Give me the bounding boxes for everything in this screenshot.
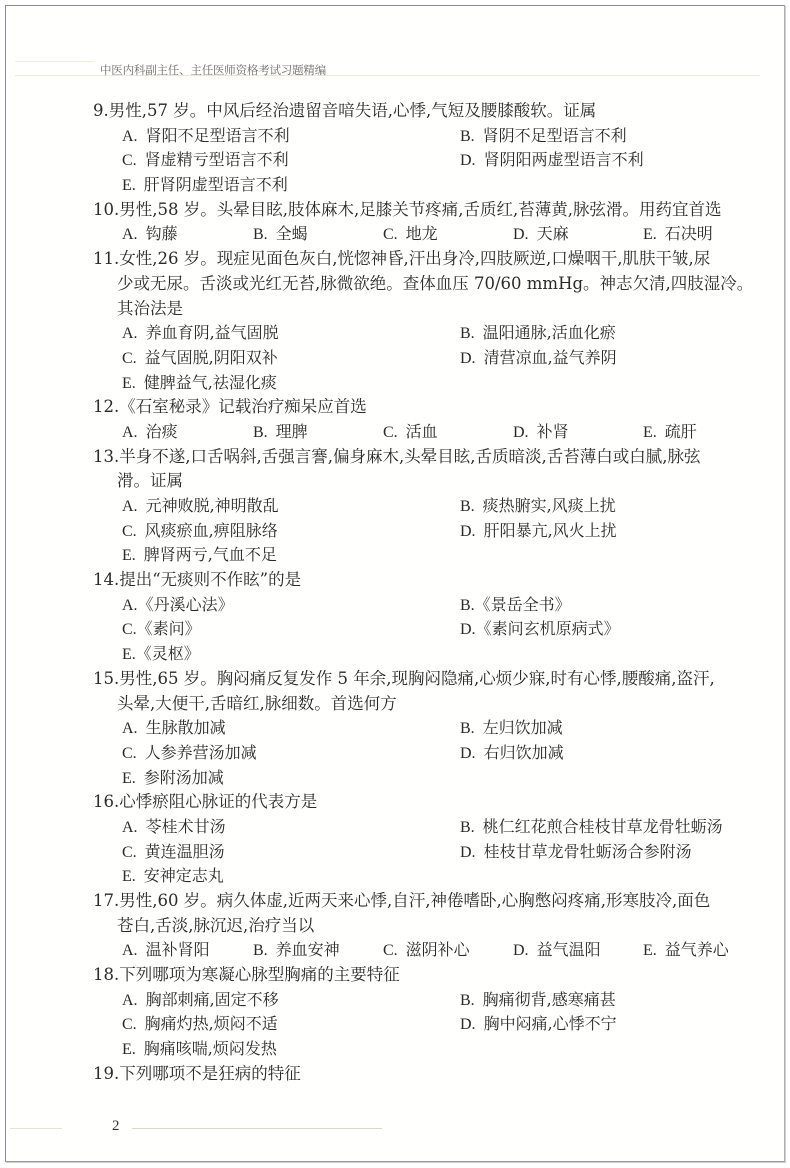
option-letter: A. xyxy=(122,127,138,145)
answer-option[interactable] xyxy=(122,642,200,668)
question-item xyxy=(93,667,783,790)
question-text: 男性,58 岁。头晕目眩,肢体麻木,足膝关节疼痛,舌质红,苔薄黄,脉弦滑。用药宜首选 xyxy=(119,199,722,219)
question-item xyxy=(93,395,783,444)
question-text: 滑。证属 xyxy=(117,471,183,491)
option-letter: E. xyxy=(122,646,136,664)
option-text: 温补肾阳 xyxy=(145,940,210,960)
answer-option[interactable] xyxy=(460,519,617,545)
question-stem-continued xyxy=(93,469,783,494)
question-text: 少或无尿。舌淡或光红无苔,脉微欲绝。查体血压 70/60 mmHg。神志欠清,四肢湿冷。 xyxy=(117,273,754,293)
answer-option[interactable] xyxy=(122,617,201,643)
question-text: 男性,57 岁。中风后经治遗留音喑失语,心悸,气短及腰膝酸软。证属 xyxy=(108,101,597,120)
option-row xyxy=(93,519,783,544)
answer-option[interactable] xyxy=(122,741,257,767)
question-number: 15. xyxy=(93,668,120,688)
option-row xyxy=(93,593,783,618)
option-text: 理脾 xyxy=(275,421,308,441)
option-text: 养血育阴,益气固脱 xyxy=(145,323,279,343)
option-text: 疏肝 xyxy=(664,421,697,441)
option-row xyxy=(93,766,783,791)
question-text: 提出“无痰则不作眩”的是 xyxy=(119,570,302,590)
option-text: 补肾 xyxy=(536,421,569,441)
answer-option[interactable] xyxy=(253,222,308,248)
answer-option[interactable] xyxy=(643,222,713,248)
answer-option[interactable] xyxy=(122,222,178,248)
question-stem xyxy=(93,568,783,593)
option-letter: B. xyxy=(460,127,475,145)
answer-option[interactable] xyxy=(253,420,308,446)
question-stem-continued xyxy=(93,297,783,322)
answer-option[interactable] xyxy=(460,617,620,643)
answer-option[interactable] xyxy=(122,148,289,174)
option-letter: C. xyxy=(122,1016,137,1034)
question-item xyxy=(93,247,783,395)
option-text: 肾阳不足型语言不利 xyxy=(145,125,290,145)
answer-option[interactable] xyxy=(122,420,178,446)
question-stem xyxy=(93,247,783,272)
option-text: 治痰 xyxy=(145,421,178,441)
option-text: 胸部刺痛,固定不移 xyxy=(145,989,279,1009)
option-text: 参附汤加减 xyxy=(143,767,224,787)
option-text: 脾肾两亏,气血不足 xyxy=(143,545,277,565)
option-text: 石决明 xyxy=(664,224,713,244)
answer-option[interactable] xyxy=(122,543,277,569)
answer-option[interactable] xyxy=(122,766,224,792)
option-letter: C. xyxy=(122,621,137,639)
option-letter: D. xyxy=(513,423,529,441)
option-row xyxy=(93,494,783,519)
answer-option[interactable] xyxy=(460,741,564,767)
option-row xyxy=(93,371,783,396)
question-stem xyxy=(93,667,783,692)
option-letter: D. xyxy=(460,744,476,762)
option-letter: B. xyxy=(253,942,268,960)
option-row xyxy=(93,617,783,642)
option-text: 益气温阳 xyxy=(536,940,601,960)
answer-option[interactable] xyxy=(513,222,569,248)
option-letter: B. xyxy=(460,720,475,738)
question-list xyxy=(93,99,783,1087)
option-row xyxy=(93,124,783,149)
answer-option[interactable] xyxy=(122,988,279,1014)
answer-option[interactable] xyxy=(460,148,644,174)
answer-option[interactable] xyxy=(513,938,601,964)
option-text: 元神败脱,神明散乱 xyxy=(145,496,279,515)
option-text: 生脉散加减 xyxy=(145,718,226,738)
option-letter: B. xyxy=(460,498,475,515)
option-text: 桃仁红花煎合桂枝甘草龙骨牡蛎汤 xyxy=(482,816,723,836)
option-text: 肾阴不足型语言不利 xyxy=(482,125,627,145)
question-text: 男性,60 岁。病久体虚,近两天来心悸,自汗,神倦嗜卧,心胸憋闷疼痛,形寒肢冷,面色 xyxy=(119,891,711,910)
option-letter: D. xyxy=(460,621,476,639)
answer-option[interactable] xyxy=(122,815,226,841)
answer-option[interactable] xyxy=(383,420,438,446)
option-text: 活血 xyxy=(405,421,438,441)
answer-option[interactable] xyxy=(513,420,569,446)
question-number: 16. xyxy=(93,792,120,812)
option-row xyxy=(93,840,783,865)
option-row xyxy=(93,864,783,889)
option-row xyxy=(93,173,783,198)
option-text: 人参养营汤加减 xyxy=(144,742,257,762)
answer-option[interactable] xyxy=(122,519,278,545)
answer-option[interactable] xyxy=(643,938,729,964)
option-text: 痰热腑实,风痰上扰 xyxy=(482,496,616,515)
question-item xyxy=(93,445,783,568)
option-letter: D. xyxy=(460,152,476,170)
option-text: 《景岳全书》 xyxy=(474,594,571,614)
option-letter: D. xyxy=(460,1016,476,1034)
option-letter: C. xyxy=(122,843,137,861)
option-text: 地龙 xyxy=(405,224,438,244)
option-letter: C. xyxy=(383,942,398,960)
question-item xyxy=(93,99,783,198)
option-row xyxy=(93,815,783,840)
option-letter: C. xyxy=(122,349,137,367)
answer-option[interactable] xyxy=(122,1012,278,1038)
footer-rule xyxy=(132,1128,382,1129)
option-letter: C. xyxy=(122,522,137,540)
option-text: 滋阴补心 xyxy=(405,940,470,960)
answer-option[interactable] xyxy=(122,173,288,199)
question-number: 11. xyxy=(93,249,120,269)
answer-option[interactable] xyxy=(122,938,210,964)
question-stem-continued xyxy=(93,914,783,939)
option-letter: D. xyxy=(513,942,529,960)
option-row xyxy=(93,346,783,371)
option-row xyxy=(93,938,783,963)
question-stem xyxy=(93,445,783,470)
option-text: 肾阴阳两虚型语言不利 xyxy=(483,150,644,170)
option-text: 钩藤 xyxy=(145,224,178,244)
header-rule-left xyxy=(15,61,93,62)
option-text: 养血安神 xyxy=(275,940,340,960)
question-text: 《石室秘录》记载治疗痴呆应首选 xyxy=(119,397,367,417)
question-number: 14. xyxy=(93,570,120,590)
option-letter: E. xyxy=(643,226,657,244)
option-text: 清营凉血,益气养阴 xyxy=(483,347,617,367)
option-letter: B. xyxy=(460,325,475,343)
option-letter: A. xyxy=(122,942,138,960)
option-letter: A. xyxy=(122,325,138,343)
option-text: 黄连温胆汤 xyxy=(144,841,225,861)
option-letter: B. xyxy=(460,991,475,1009)
answer-option[interactable] xyxy=(460,840,692,866)
answer-option[interactable] xyxy=(460,124,627,150)
option-letter: E. xyxy=(122,868,136,886)
option-text: 益气固脱,阴阳双补 xyxy=(144,347,278,367)
question-stem xyxy=(93,198,783,223)
answer-option[interactable] xyxy=(122,494,279,520)
option-letter: B. xyxy=(460,818,475,836)
question-stem xyxy=(93,963,783,988)
question-stem xyxy=(93,790,783,815)
option-row xyxy=(93,741,783,766)
question-number: 17. xyxy=(93,891,120,910)
option-letter: A. xyxy=(122,423,138,441)
option-text: 肝阳暴亢,风火上扰 xyxy=(483,520,617,540)
answer-option[interactable] xyxy=(460,346,617,372)
answer-option[interactable] xyxy=(460,321,616,347)
running-title: 中医内科副主任、主任医师资格考试习题精编 xyxy=(100,63,326,77)
option-letter: D. xyxy=(460,349,476,367)
question-item xyxy=(93,198,783,247)
option-row xyxy=(93,1012,783,1037)
answer-option[interactable] xyxy=(253,938,340,964)
option-text: 左归饮加减 xyxy=(482,718,563,738)
answer-option[interactable] xyxy=(122,371,277,397)
option-text: 益气养心 xyxy=(664,940,729,960)
answer-option[interactable] xyxy=(122,716,226,742)
question-text: 男性,65 岁。胸闷痛反复发作 5 年余,现胸闷隐痛,心烦少寐,时有心悸,腰酸痛,盗汗, xyxy=(119,668,715,688)
question-number: 18. xyxy=(93,965,120,985)
option-letter: E. xyxy=(122,374,136,392)
question-number: 12. xyxy=(93,397,120,417)
option-text: 胸中闷痛,心悸不宁 xyxy=(483,1014,617,1034)
option-text: 天麻 xyxy=(536,224,569,244)
option-text: 《素问玄机原病式》 xyxy=(475,619,620,639)
answer-option[interactable] xyxy=(460,1012,617,1038)
option-row xyxy=(93,420,783,445)
question-text: 半身不遂,口舌㖞斜,舌强言謇,偏身麻木,头晕目眩,舌质暗淡,舌苔薄白或白腻,脉弦 xyxy=(119,446,701,466)
option-text: 健脾益气,祛湿化痰 xyxy=(143,372,277,392)
option-letter: A. xyxy=(122,498,138,515)
question-number: 13. xyxy=(93,446,120,466)
option-text: 桂枝甘草龙骨牡蛎汤合参附汤 xyxy=(483,841,692,861)
answer-option[interactable] xyxy=(122,864,224,890)
option-text: 安神定志丸 xyxy=(143,866,224,886)
question-item xyxy=(93,889,783,963)
option-letter: C. xyxy=(383,423,398,441)
option-letter: D. xyxy=(460,522,476,540)
answer-option[interactable] xyxy=(460,716,563,742)
answer-option[interactable] xyxy=(122,321,279,347)
option-text: 肾虚精亏型语言不利 xyxy=(144,150,289,170)
option-text: 全蝎 xyxy=(275,224,308,244)
option-letter: B. xyxy=(460,596,475,614)
question-stem xyxy=(93,99,783,124)
option-letter: C. xyxy=(122,152,137,170)
option-letter: A. xyxy=(122,991,138,1009)
question-number: 9. xyxy=(93,101,109,120)
option-letter: C. xyxy=(383,226,398,244)
page-number: 2 xyxy=(112,1118,120,1134)
answer-option[interactable] xyxy=(643,420,697,446)
option-letter: E. xyxy=(122,769,136,787)
answer-option[interactable] xyxy=(122,840,225,866)
option-text: 温阳通脉,活血化瘀 xyxy=(482,323,616,343)
option-letter: E. xyxy=(643,423,657,441)
option-letter: E. xyxy=(122,1041,136,1059)
answer-option[interactable] xyxy=(460,593,571,619)
option-letter: C. xyxy=(122,744,137,762)
option-letter: E. xyxy=(122,547,136,565)
question-item xyxy=(93,963,783,1062)
option-row xyxy=(93,1037,783,1062)
question-stem-continued xyxy=(93,272,783,297)
answer-option[interactable] xyxy=(122,593,234,619)
option-row xyxy=(93,642,783,667)
question-item xyxy=(93,790,783,889)
question-text: 女性,26 岁。现症见面色灰白,恍惚神昏,汗出身冷,四肢厥逆,口燥咽干,肌肤干皱,尿 xyxy=(119,249,711,269)
answer-option[interactable] xyxy=(383,222,438,248)
option-row xyxy=(93,543,783,568)
option-text: 胸痛咳喘,烦闷发热 xyxy=(143,1039,277,1059)
option-row xyxy=(93,222,783,247)
question-number: 19. xyxy=(93,1063,120,1083)
question-stem xyxy=(93,395,783,420)
question-text: 心悸瘀阻心脉证的代表方是 xyxy=(119,792,318,812)
option-text: 《素问》 xyxy=(136,619,201,639)
answer-option[interactable] xyxy=(122,1037,277,1063)
question-item xyxy=(93,1062,783,1087)
option-text: 《灵枢》 xyxy=(135,644,200,664)
option-letter: D. xyxy=(513,226,529,244)
option-letter: E. xyxy=(122,177,136,195)
option-row xyxy=(93,988,783,1013)
answer-option[interactable] xyxy=(460,988,616,1014)
question-text: 下列哪项为寒凝心脉型胸痛的主要特征 xyxy=(119,965,400,985)
question-stem xyxy=(93,1062,783,1087)
question-stem xyxy=(93,889,783,914)
option-text: 《丹溪心法》 xyxy=(137,594,234,614)
answer-option[interactable] xyxy=(122,124,290,150)
option-letter: A. xyxy=(122,818,138,836)
option-letter: A. xyxy=(122,226,138,244)
answer-option[interactable] xyxy=(460,815,723,841)
option-letter: A. xyxy=(122,596,138,614)
answer-option[interactable] xyxy=(383,938,470,964)
question-text: 头晕,大便干,舌暗红,脉细数。首选何方 xyxy=(117,693,397,713)
option-letter: E. xyxy=(643,942,657,960)
option-letter: D. xyxy=(460,843,476,861)
question-text: 其治法是 xyxy=(117,298,183,318)
question-text: 苍白,舌淡,脉沉迟,治疗当以 xyxy=(117,915,315,935)
option-text: 风痰瘀血,痹阻脉络 xyxy=(144,520,278,540)
option-letter: B. xyxy=(253,423,268,441)
option-letter: A. xyxy=(122,720,138,738)
question-text: 下列哪项不是狂病的特征 xyxy=(119,1063,301,1083)
question-stem-continued xyxy=(93,692,783,717)
option-row xyxy=(93,321,783,346)
option-letter: B. xyxy=(253,226,268,244)
option-row xyxy=(93,148,783,173)
answer-option[interactable] xyxy=(122,346,278,372)
footer-rule-left xyxy=(10,1128,62,1129)
option-row xyxy=(93,716,783,741)
option-text: 胸痛彻背,感寒痛甚 xyxy=(482,989,616,1009)
question-number: 10. xyxy=(93,199,120,219)
option-text: 苓桂术甘汤 xyxy=(145,816,226,836)
answer-option[interactable] xyxy=(460,494,616,520)
option-text: 右归饮加减 xyxy=(483,742,564,762)
option-text: 胸痛灼热,烦闷不适 xyxy=(144,1014,278,1034)
question-item xyxy=(93,568,783,667)
option-text: 肝肾阴虚型语言不利 xyxy=(143,175,288,195)
